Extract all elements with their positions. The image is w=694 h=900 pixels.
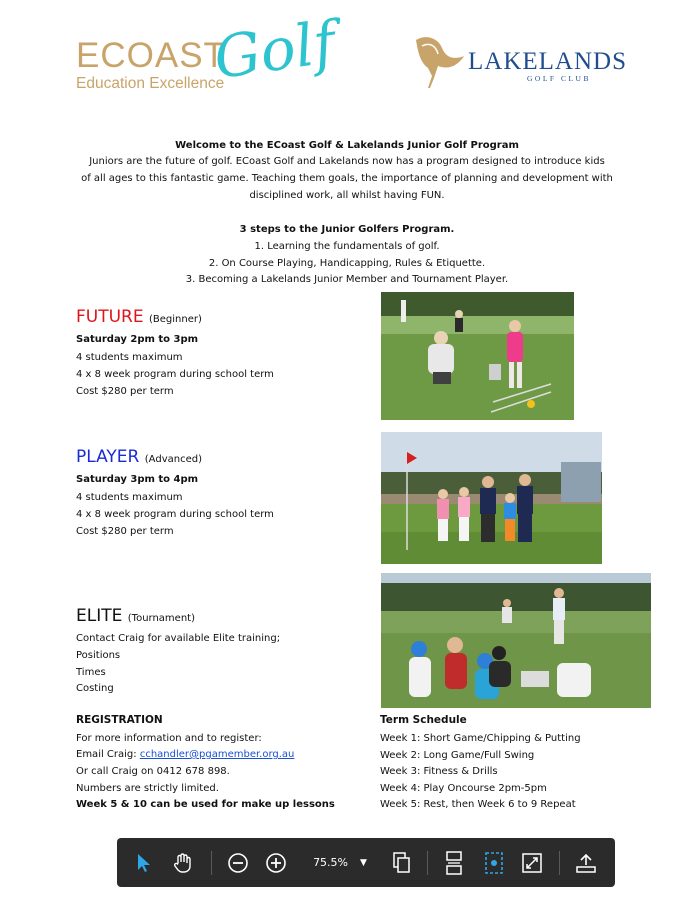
toolbar-separator [427,851,428,875]
intro-para-line-2: of all ages to this fantastic game. Teaching them goals, the importance of planning and development with [81,173,613,184]
registration-line-3: Or call Craig on 0412 678 898. [76,766,230,777]
schedule-week-3: Week 3: Fitness & Drills [380,766,498,777]
email-label: Email Craig: [76,749,137,760]
schedule-week-1: Week 1: Short Game/Chipping & Putting [380,733,581,744]
player-photo [381,432,602,564]
registration-line-5: Week 5 & 10 can be used for make up lessons [76,799,335,810]
player-line-3: Cost $280 per term [76,526,174,537]
future-title: FUTURE [76,307,144,327]
future-line-3: Cost $280 per term [76,386,174,397]
zoom-value: 75.5% [313,856,349,869]
schedule-week-4: Week 4: Play Oncourse 2pm-5pm [380,783,547,794]
player-title: PLAYER [76,447,140,467]
fit-width-icon[interactable] [441,838,467,887]
intro-title: Welcome to the ECoast Golf & Lakelands Junior Golf Program [175,140,519,151]
ecoast-logo-tagline: Education Excellence [76,75,225,92]
future-level: (Beginner) [149,314,202,325]
fit-page-icon[interactable] [481,838,507,887]
chevron-down-icon: ▼ [360,857,367,868]
hand-icon[interactable] [169,838,197,887]
future-heading [76,307,202,327]
lakelands-logo-sub: GOLF CLUB [527,74,591,83]
elite-photo [381,573,651,708]
page-view-icon[interactable] [389,838,415,887]
fullscreen-icon[interactable] [519,838,545,887]
elite-line-4: Costing [76,683,114,694]
schedule-title: Term Schedule [380,714,467,726]
elite-level: (Tournament) [127,613,195,624]
pointer-icon[interactable] [131,838,157,887]
player-level: (Advanced) [144,454,202,465]
schedule-week-5: Week 5: Rest, then Week 6 to 9 Repeat [380,799,576,810]
schedule-week-2: Week 2: Long Game/Full Swing [380,750,535,761]
ecoast-logo-word: ECOAST [76,36,226,75]
toolbar-separator [559,851,560,875]
zoom-select[interactable] [305,838,375,887]
ecoast-logo-golf: Golf [209,7,340,93]
step-2: 2. On Course Playing, Handicapping, Rules & Etiquette. [208,258,486,269]
elite-heading [76,606,195,626]
elite-line-2: Positions [76,650,121,661]
registration-email-line [76,749,294,760]
steps-title: 3 steps to the Junior Golfers Program. [239,224,455,235]
email-link[interactable]: cchandler@pgamember.org.au [139,749,295,760]
player-time: Saturday 3pm to 4pm [76,474,199,485]
elite-line-3: Times [76,667,106,678]
step-1: 1. Learning the fundamentals of golf. [254,241,440,252]
future-photo [381,292,574,420]
zoom-in-icon[interactable] [263,838,289,887]
heron-logo-icon [408,32,470,90]
player-line-1: 4 students maximum [76,492,183,503]
elite-title: ELITE [76,606,123,626]
lakelands-logo-word: LAKELANDS [468,48,627,75]
intro-para-line-3: disciplined work, all whilst having FUN. [249,190,445,201]
download-icon[interactable] [573,838,599,887]
step-3: 3. Becoming a Lakelands Junior Member and Tournament Player. [185,274,509,285]
registration-title: REGISTRATION [76,714,163,726]
zoom-out-icon[interactable] [225,838,251,887]
player-line-2: 4 x 8 week program during school term [76,509,274,520]
future-line-2: 4 x 8 week program during school term [76,369,274,380]
player-heading [76,447,202,467]
toolbar-separator [211,851,212,875]
pdf-toolbar [117,838,615,887]
elite-line-1: Contact Craig for available Elite training; [76,633,281,644]
registration-line-1: For more information and to register: [76,733,262,744]
future-line-1: 4 students maximum [76,352,183,363]
registration-line-4: Numbers are strictly limited. [76,783,219,794]
intro-para-line-1: Juniors are the future of golf. ECoast Golf and Lakelands now has a program designed to introduce kids [89,156,605,167]
future-time: Saturday 2pm to 3pm [76,334,199,345]
